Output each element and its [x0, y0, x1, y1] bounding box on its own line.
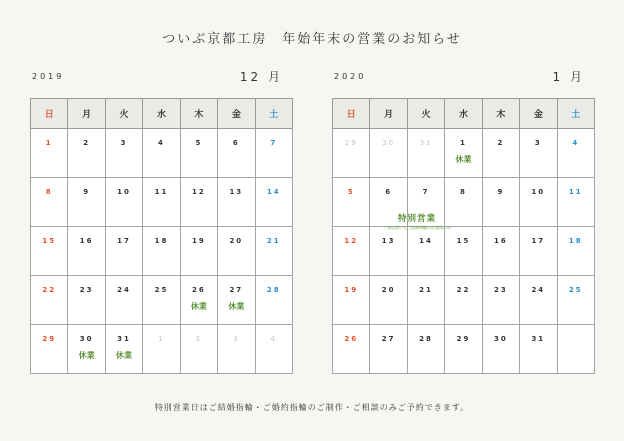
calendar-week-row [333, 129, 595, 178]
calendar-day-cell [105, 276, 142, 325]
calendar-day-cell [520, 178, 557, 227]
day-number: 1 [45, 139, 53, 147]
day-number: 6 [232, 139, 240, 147]
day-number: 26 [344, 335, 359, 343]
footer-note: 特別営業日はご結婚指輪・ご婚約指輪のご制作・ご相談のみご予約できます。 [154, 403, 470, 412]
day-number: 11 [568, 188, 583, 196]
weekday-header: 土 [557, 99, 594, 129]
calendar-day-cell [445, 325, 482, 374]
calendar-day-cell [255, 227, 292, 276]
day-number: 15 [456, 237, 471, 245]
closed-day-label: 休業 [78, 351, 95, 360]
calendar-day-cell [31, 178, 68, 227]
calendar-week-row [333, 227, 595, 276]
day-number: 3 [120, 139, 128, 147]
calendar-day-cell [370, 227, 407, 276]
calendar-day-cell [255, 178, 292, 227]
calendar-day-cell [31, 227, 68, 276]
calendar-day-cell [218, 178, 255, 227]
weekday-row [333, 99, 595, 129]
day-number: 6 [385, 188, 393, 196]
calendar-header [332, 62, 595, 98]
day-number: 18 [154, 237, 169, 245]
day-number: 29 [42, 335, 57, 343]
closed-day-label: 休業 [190, 302, 207, 311]
calendar-day-cell [255, 276, 292, 325]
weekday-header: 日 [31, 99, 68, 129]
day-number: 25 [154, 286, 169, 294]
calendar-body [31, 129, 293, 374]
day-number: 5 [347, 188, 355, 196]
calendar-day-cell [333, 227, 370, 276]
day-number: 30 [494, 335, 508, 343]
calendar-day-cell [180, 178, 217, 227]
calendar-day-cell [370, 325, 407, 374]
closed-day-label: 休業 [228, 302, 245, 311]
day-number: 28 [266, 286, 281, 294]
calendar-day-cell [68, 178, 105, 227]
calendar-day-cell [180, 227, 217, 276]
weekday-header: 日 [333, 99, 370, 129]
day-number: 20 [381, 286, 396, 294]
calendar-day-cell [445, 276, 482, 325]
calendar-day-cell [218, 276, 255, 325]
calendar-day-cell [143, 325, 180, 374]
day-number: 2 [195, 335, 203, 343]
day-number: 2 [497, 139, 505, 147]
day-number: 17 [531, 237, 546, 245]
calendar-day-cell [557, 227, 594, 276]
weekday-header: 木 [180, 99, 217, 129]
calendar-day-cell [180, 276, 217, 325]
calendar-week-row [31, 276, 293, 325]
calendar-day-cell [31, 276, 68, 325]
day-number: 5 [195, 139, 203, 147]
calendar-day-cell [482, 227, 519, 276]
calendar-day-cell [218, 129, 255, 178]
calendar-day-cell [105, 227, 142, 276]
day-number: 22 [42, 286, 57, 294]
day-number: 18 [568, 237, 583, 245]
calendar-day-cell [482, 276, 519, 325]
day-number: 20 [229, 237, 244, 245]
calendar-day-cell [407, 227, 444, 276]
day-number: 3 [233, 335, 240, 343]
day-number: 31 [419, 139, 433, 147]
calendar-day-cell [520, 325, 557, 374]
calendar-day-cell [370, 276, 407, 325]
day-number: 1 [460, 139, 467, 147]
weekday-header: 木 [482, 99, 519, 129]
day-number: 17 [117, 237, 131, 245]
day-number: 19 [344, 286, 359, 294]
calendar-day-cell [143, 178, 180, 227]
calendar-day-cell [333, 276, 370, 325]
calendar-day-cell [255, 325, 292, 374]
calendar-day-cell [333, 129, 370, 178]
weekday-header: 土 [255, 99, 292, 129]
weekday-header: 火 [407, 99, 444, 129]
day-number: 4 [572, 139, 580, 147]
day-number: 12 [344, 237, 359, 245]
special-business-subtext: ご来店頂いたご結婚指輪のお客様のみ [383, 225, 451, 230]
calendar-day-cell [557, 178, 594, 227]
closed-day-label: 休業 [455, 155, 472, 164]
calendar-day-cell [407, 325, 444, 374]
day-number: 19 [192, 237, 206, 245]
day-number: 2 [83, 139, 91, 147]
calendar-january [332, 62, 595, 374]
calendar-day-cell [68, 129, 105, 178]
calendar-week-row [31, 178, 293, 227]
weekday-header: 月 [370, 99, 407, 129]
calendar-december [30, 62, 293, 374]
special-business-label: 特別営業 [397, 214, 436, 224]
calendar-day-cell [557, 129, 594, 178]
calendar-day-cell [31, 129, 68, 178]
day-number: 26 [192, 286, 206, 294]
weekday-header: 水 [143, 99, 180, 129]
calendar-day-cell [333, 325, 370, 374]
calendar-day-cell [105, 325, 142, 374]
day-number: 16 [79, 237, 94, 245]
day-number: 9 [497, 188, 505, 196]
calendar-grid [332, 98, 595, 374]
calendar-year: 2019 [32, 72, 65, 81]
calendar-day-cell [218, 325, 255, 374]
day-number: 31 [117, 335, 131, 343]
calendar-header [30, 62, 293, 98]
day-number: 29 [456, 335, 471, 343]
calendar-day-cell [557, 325, 594, 374]
calendar-week-row [333, 325, 595, 374]
day-number: 10 [531, 188, 546, 196]
day-number: 27 [381, 335, 396, 343]
day-number: 4 [270, 335, 277, 343]
calendar-day-cell [407, 129, 444, 178]
calendar-body [333, 129, 595, 374]
day-number: 10 [117, 188, 131, 196]
calendar-day-cell [180, 325, 217, 374]
calendar-month: 1 月 [552, 70, 585, 84]
calendar-day-cell [68, 227, 105, 276]
day-number: 27 [229, 286, 244, 294]
day-number: 12 [192, 188, 206, 196]
day-number: 13 [381, 237, 396, 245]
calendar-grid [30, 98, 293, 374]
calendar-month: 12 月 [239, 70, 283, 84]
weekday-row [31, 99, 293, 129]
day-number: 3 [534, 139, 542, 147]
calendar-day-cell [333, 178, 370, 227]
calendar-day-cell [520, 276, 557, 325]
day-number: 15 [42, 237, 57, 245]
day-number: 30 [79, 335, 94, 343]
calendar-day-cell [482, 178, 519, 227]
day-number: 21 [419, 286, 433, 294]
calendar-week-row [31, 129, 293, 178]
calendar-week-row [333, 178, 595, 227]
closed-day-label: 休業 [116, 351, 133, 360]
day-number: 23 [79, 286, 94, 294]
page-title: ついぶ京都工房 年始年末の営業のお知らせ [162, 32, 462, 47]
day-number: 8 [45, 188, 53, 196]
calendar-day-cell [445, 129, 482, 178]
day-number: 23 [494, 286, 508, 294]
calendar-week-row [333, 276, 595, 325]
day-number: 7 [422, 188, 430, 196]
calendar-day-cell [180, 129, 217, 178]
calendar-day-cell [105, 178, 142, 227]
calendar-day-cell [143, 129, 180, 178]
weekday-header: 火 [105, 99, 142, 129]
calendar-day-cell [482, 325, 519, 374]
calendar-week-row [31, 227, 293, 276]
calendar-day-cell [105, 129, 142, 178]
special-business-note [377, 212, 457, 231]
calendar-year: 2020 [334, 72, 367, 81]
calendar-day-cell [255, 129, 292, 178]
day-number: 24 [117, 286, 131, 294]
calendar-day-cell [143, 227, 180, 276]
calendar-day-cell [520, 227, 557, 276]
weekday-header: 金 [520, 99, 557, 129]
day-number: 1 [158, 335, 165, 343]
calendar-day-cell [520, 129, 557, 178]
calendar-day-cell [68, 325, 105, 374]
day-number: 4 [158, 139, 165, 147]
day-number: 25 [568, 286, 583, 294]
calendar-day-cell [557, 276, 594, 325]
calendar-week-row [31, 325, 293, 374]
calendar-day-cell [407, 276, 444, 325]
day-number: 9 [83, 188, 91, 196]
calendar-day-cell [370, 129, 407, 178]
weekday-header: 月 [68, 99, 105, 129]
day-number: 14 [266, 188, 281, 196]
day-number: 13 [229, 188, 244, 196]
calendar-day-cell [31, 325, 68, 374]
day-number: 28 [419, 335, 433, 343]
calendar-day-cell [143, 276, 180, 325]
calendar-day-cell [68, 276, 105, 325]
day-number: 11 [154, 188, 169, 196]
calendar-day-cell [445, 227, 482, 276]
day-number: 14 [419, 237, 433, 245]
day-number: 22 [456, 286, 471, 294]
day-number: 31 [531, 335, 546, 343]
calendar-day-cell [482, 129, 519, 178]
day-number: 30 [382, 139, 396, 147]
day-number: 8 [460, 188, 467, 196]
calendar-day-cell [218, 227, 255, 276]
day-number: 7 [270, 139, 278, 147]
weekday-header: 水 [445, 99, 482, 129]
weekday-header: 金 [218, 99, 255, 129]
day-number: 21 [266, 237, 281, 245]
day-number: 16 [494, 237, 508, 245]
day-number: 29 [344, 139, 358, 147]
day-number: 24 [531, 286, 546, 294]
